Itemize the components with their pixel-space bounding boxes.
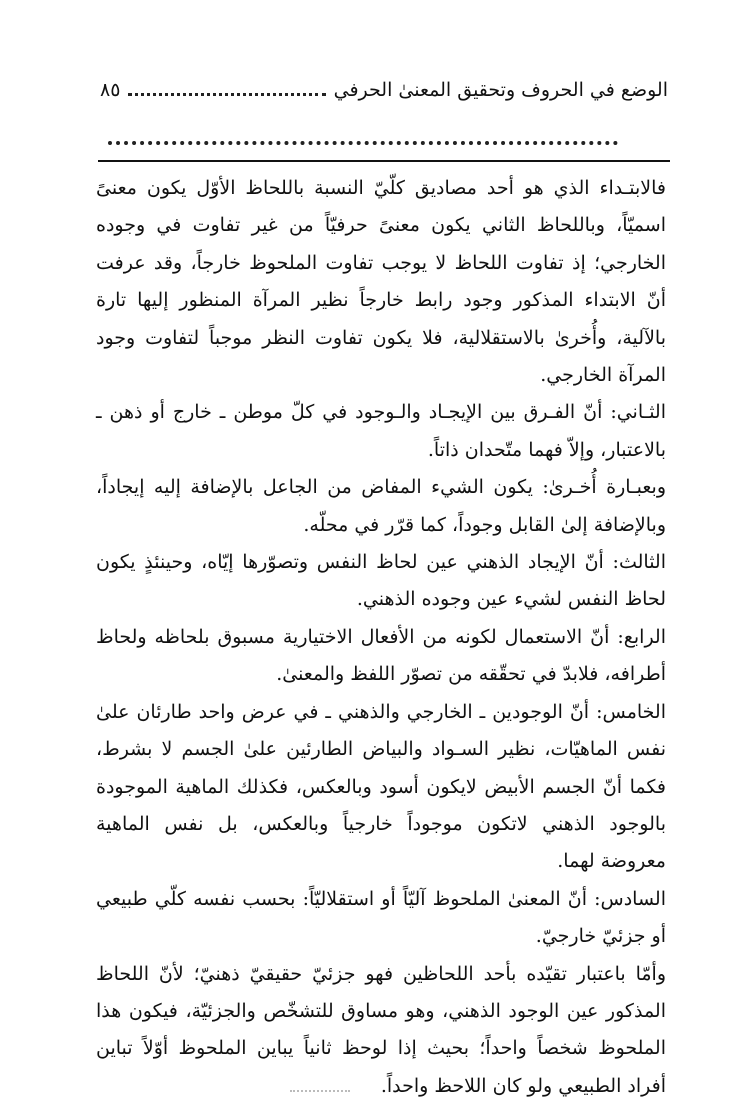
paragraph: الثـاني: أنّ الفـرق بين الإيجـاد والـوجود في كلّ موطن ـ خارج أو ذهن ـ بالاعتبار، وإلاّ فهما متّحدان ذاتاً. <box>96 401 666 461</box>
bottom-scan-mark <box>290 1084 350 1092</box>
header-rule <box>98 160 670 162</box>
dotted-ornament <box>108 125 618 145</box>
paragraph: الثالث: أنّ الإيجاد الذهني عين لحاظ النفس وتصوّرها إيّاه، وحينئذٍ يكون لحاظ النفس لشيء عين وجوده الذهني. <box>96 551 666 611</box>
paragraph: الرابع: أنّ الاستعمال لكونه من الأفعال الاختيارية مسبوق بلحاظه ولحاظ أطرافه، فلابدّ في تحقّقه من تصوّر اللفظ والمعنىٰ. <box>96 625 666 686</box>
paragraph: فالابتـداء الذي هو أحد مصاديق كلّيّ النسبة باللحاظ الأوّل يكون معنىً اسميّاً، وباللحاظ الثاني يكون معنىً حرفيّاً من غير تفاوت في وجوده الخارجي؛ إذ تفاوت اللحاظ لا يوجب تفاوت الملحوظ خارجاً، وقد عرفت أنّ الابتداء المذكور وجود رابط خارجاً نظير المرآة المنظور إليها تارة بالآلية، وأُخرىٰ بالاستقلالية، فلا يكون تفاوت النظر موجباً لتفاوت وجود المرآة الخارجي. <box>96 177 666 387</box>
header-leader-dots <box>128 93 325 96</box>
running-title: الوضع في الحروف وتحقيق المعنىٰ الحرفي <box>333 79 668 101</box>
page-header <box>100 70 668 110</box>
paragraph: وبعبـارة أُخـرىٰ: يكون الشيء المفاض من الجاعل بالإضافة إليه إيجاداً، وبالإضافة إلىٰ القابل وجوداً، كما قرّر في محلّه. <box>96 476 666 536</box>
page-number: ٨٥ <box>100 79 121 101</box>
paragraph: السادس: أنّ المعنىٰ الملحوظ آليّاً أو استقلاليّاً: بحسب نفسه كلّي طبيعي أو جزئيّ خارجيّ. <box>96 887 666 948</box>
paragraph: وأمّا باعتبار تقيّده بأحد اللحاظين فهو جزئيّ حقيقيّ ذهنيّ؛ لأنّ اللحاظ المذكور عين الوجود الذهني، وهو مساوق للتشخّص والجزئيّة، فيكون هذا الملحوظ شخصاً واحداً؛ بحيث إذا لوحظ ثانياً يباين الملحوظ أوّلاً تباين أفراد الطبيعي ولو كان اللاحظ واحداً. <box>96 962 666 1097</box>
paragraph: الخامس: أنّ الوجودين ـ الخارجي والذهني ـ في عرض واحد طارئان علىٰ نفس الماهيّات، نظير السـواد والبياض الطارئين علىٰ الجسم لا بشرط، فكما أنّ الجسم الأبيض لايكون أسود وبالعكس، فكذلك الماهية الموجودة بالوجود الذهني لاتكون موجوداً خارجياً وبالعكس، بل نفس الماهية معروضة لهما. <box>96 700 666 873</box>
page-body <box>96 170 666 1105</box>
